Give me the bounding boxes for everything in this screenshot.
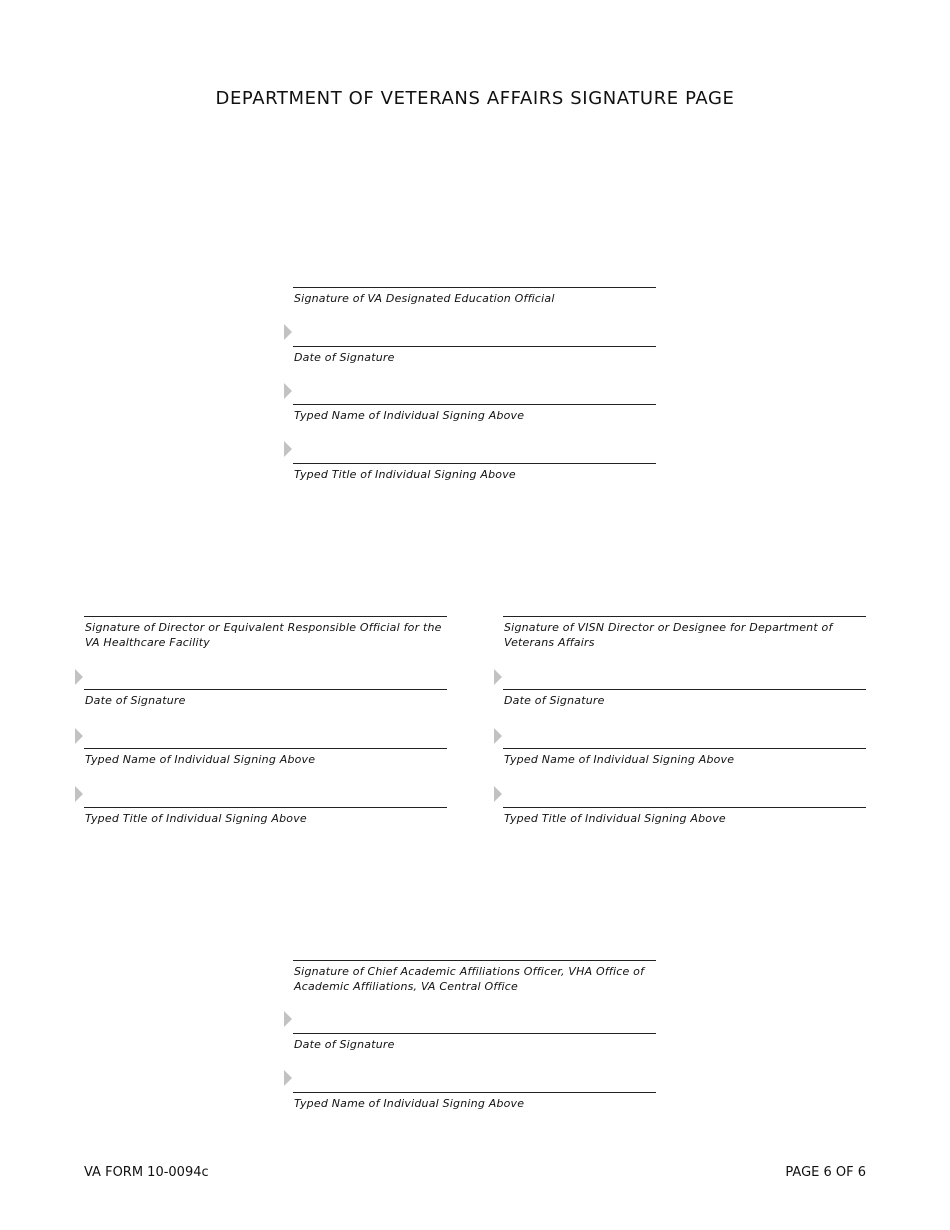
typed-name-line [503, 748, 866, 749]
typed-title-label: Typed Title of Individual Signing Above [294, 468, 516, 481]
field-marker-icon [494, 669, 502, 685]
signature-field[interactable] [293, 960, 656, 1033]
date-label: Date of Signature [294, 1038, 395, 1051]
field-marker-icon [75, 786, 83, 802]
date-line [503, 689, 866, 690]
date-label: Date of Signature [504, 694, 605, 707]
field-marker-icon [75, 669, 83, 685]
field-marker-icon [284, 441, 292, 457]
signature-line [84, 616, 447, 617]
date-label: Date of Signature [294, 351, 395, 364]
typed-name-label: Typed Name of Individual Signing Above [294, 409, 525, 422]
field-marker-icon [284, 1070, 292, 1086]
date-field[interactable] [84, 689, 447, 748]
field-marker-icon [284, 324, 292, 340]
typed-name-field[interactable] [84, 748, 447, 807]
date-line [293, 1033, 656, 1034]
signature-block-facility-director [84, 616, 447, 826]
form-number: VA FORM 10-0094c [84, 1165, 209, 1180]
field-marker-icon [284, 1011, 292, 1027]
typed-title-field[interactable] [84, 807, 447, 826]
signature-label: Signature of VA Designated Education Official [294, 292, 555, 305]
date-field[interactable] [503, 689, 866, 748]
signature-field[interactable] [84, 616, 447, 689]
typed-name-line [293, 404, 656, 405]
typed-title-line [293, 463, 656, 464]
page-number: PAGE 6 OF 6 [785, 1165, 866, 1180]
signature-field[interactable] [503, 616, 866, 689]
field-marker-icon [494, 728, 502, 744]
signature-line [503, 616, 866, 617]
page-title: DEPARTMENT OF VETERANS AFFAIRS SIGNATURE PAGE [215, 88, 735, 109]
signature-line [293, 960, 656, 961]
field-marker-icon [75, 728, 83, 744]
typed-title-line [503, 807, 866, 808]
field-marker-icon [284, 383, 292, 399]
typed-name-field[interactable] [293, 1092, 656, 1111]
signature-line [293, 287, 656, 288]
typed-name-label: Typed Name of Individual Signing Above [504, 753, 735, 766]
signature-block-visn-director [503, 616, 866, 826]
signature-block-education-official [293, 287, 656, 482]
date-field[interactable] [293, 346, 656, 404]
typed-name-line [293, 1092, 656, 1093]
date-label: Date of Signature [85, 694, 186, 707]
typed-name-field[interactable] [293, 404, 656, 463]
typed-title-label: Typed Title of Individual Signing Above [85, 812, 307, 825]
signature-label: Signature of VISN Director or Designee for Department of Veterans Affairs [504, 621, 833, 649]
typed-name-field[interactable] [503, 748, 866, 807]
typed-name-label: Typed Name of Individual Signing Above [85, 753, 316, 766]
signature-label: Signature of Chief Academic Affiliations Officer, VHA Office of Academic Affiliations, VA Central Office [294, 965, 645, 993]
signature-label: Signature of Director or Equivalent Responsible Official for the VA Healthcare Facility [85, 621, 442, 649]
typed-name-label: Typed Name of Individual Signing Above [294, 1097, 525, 1110]
typed-title-field[interactable] [293, 463, 656, 482]
typed-title-field[interactable] [503, 807, 866, 826]
date-line [293, 346, 656, 347]
field-marker-icon [494, 786, 502, 802]
date-line [84, 689, 447, 690]
date-field[interactable] [293, 1033, 656, 1092]
typed-title-label: Typed Title of Individual Signing Above [504, 812, 726, 825]
signature-field[interactable] [293, 287, 656, 346]
typed-title-line [84, 807, 447, 808]
typed-name-line [84, 748, 447, 749]
signature-block-academic-affiliations-officer [293, 960, 656, 1111]
